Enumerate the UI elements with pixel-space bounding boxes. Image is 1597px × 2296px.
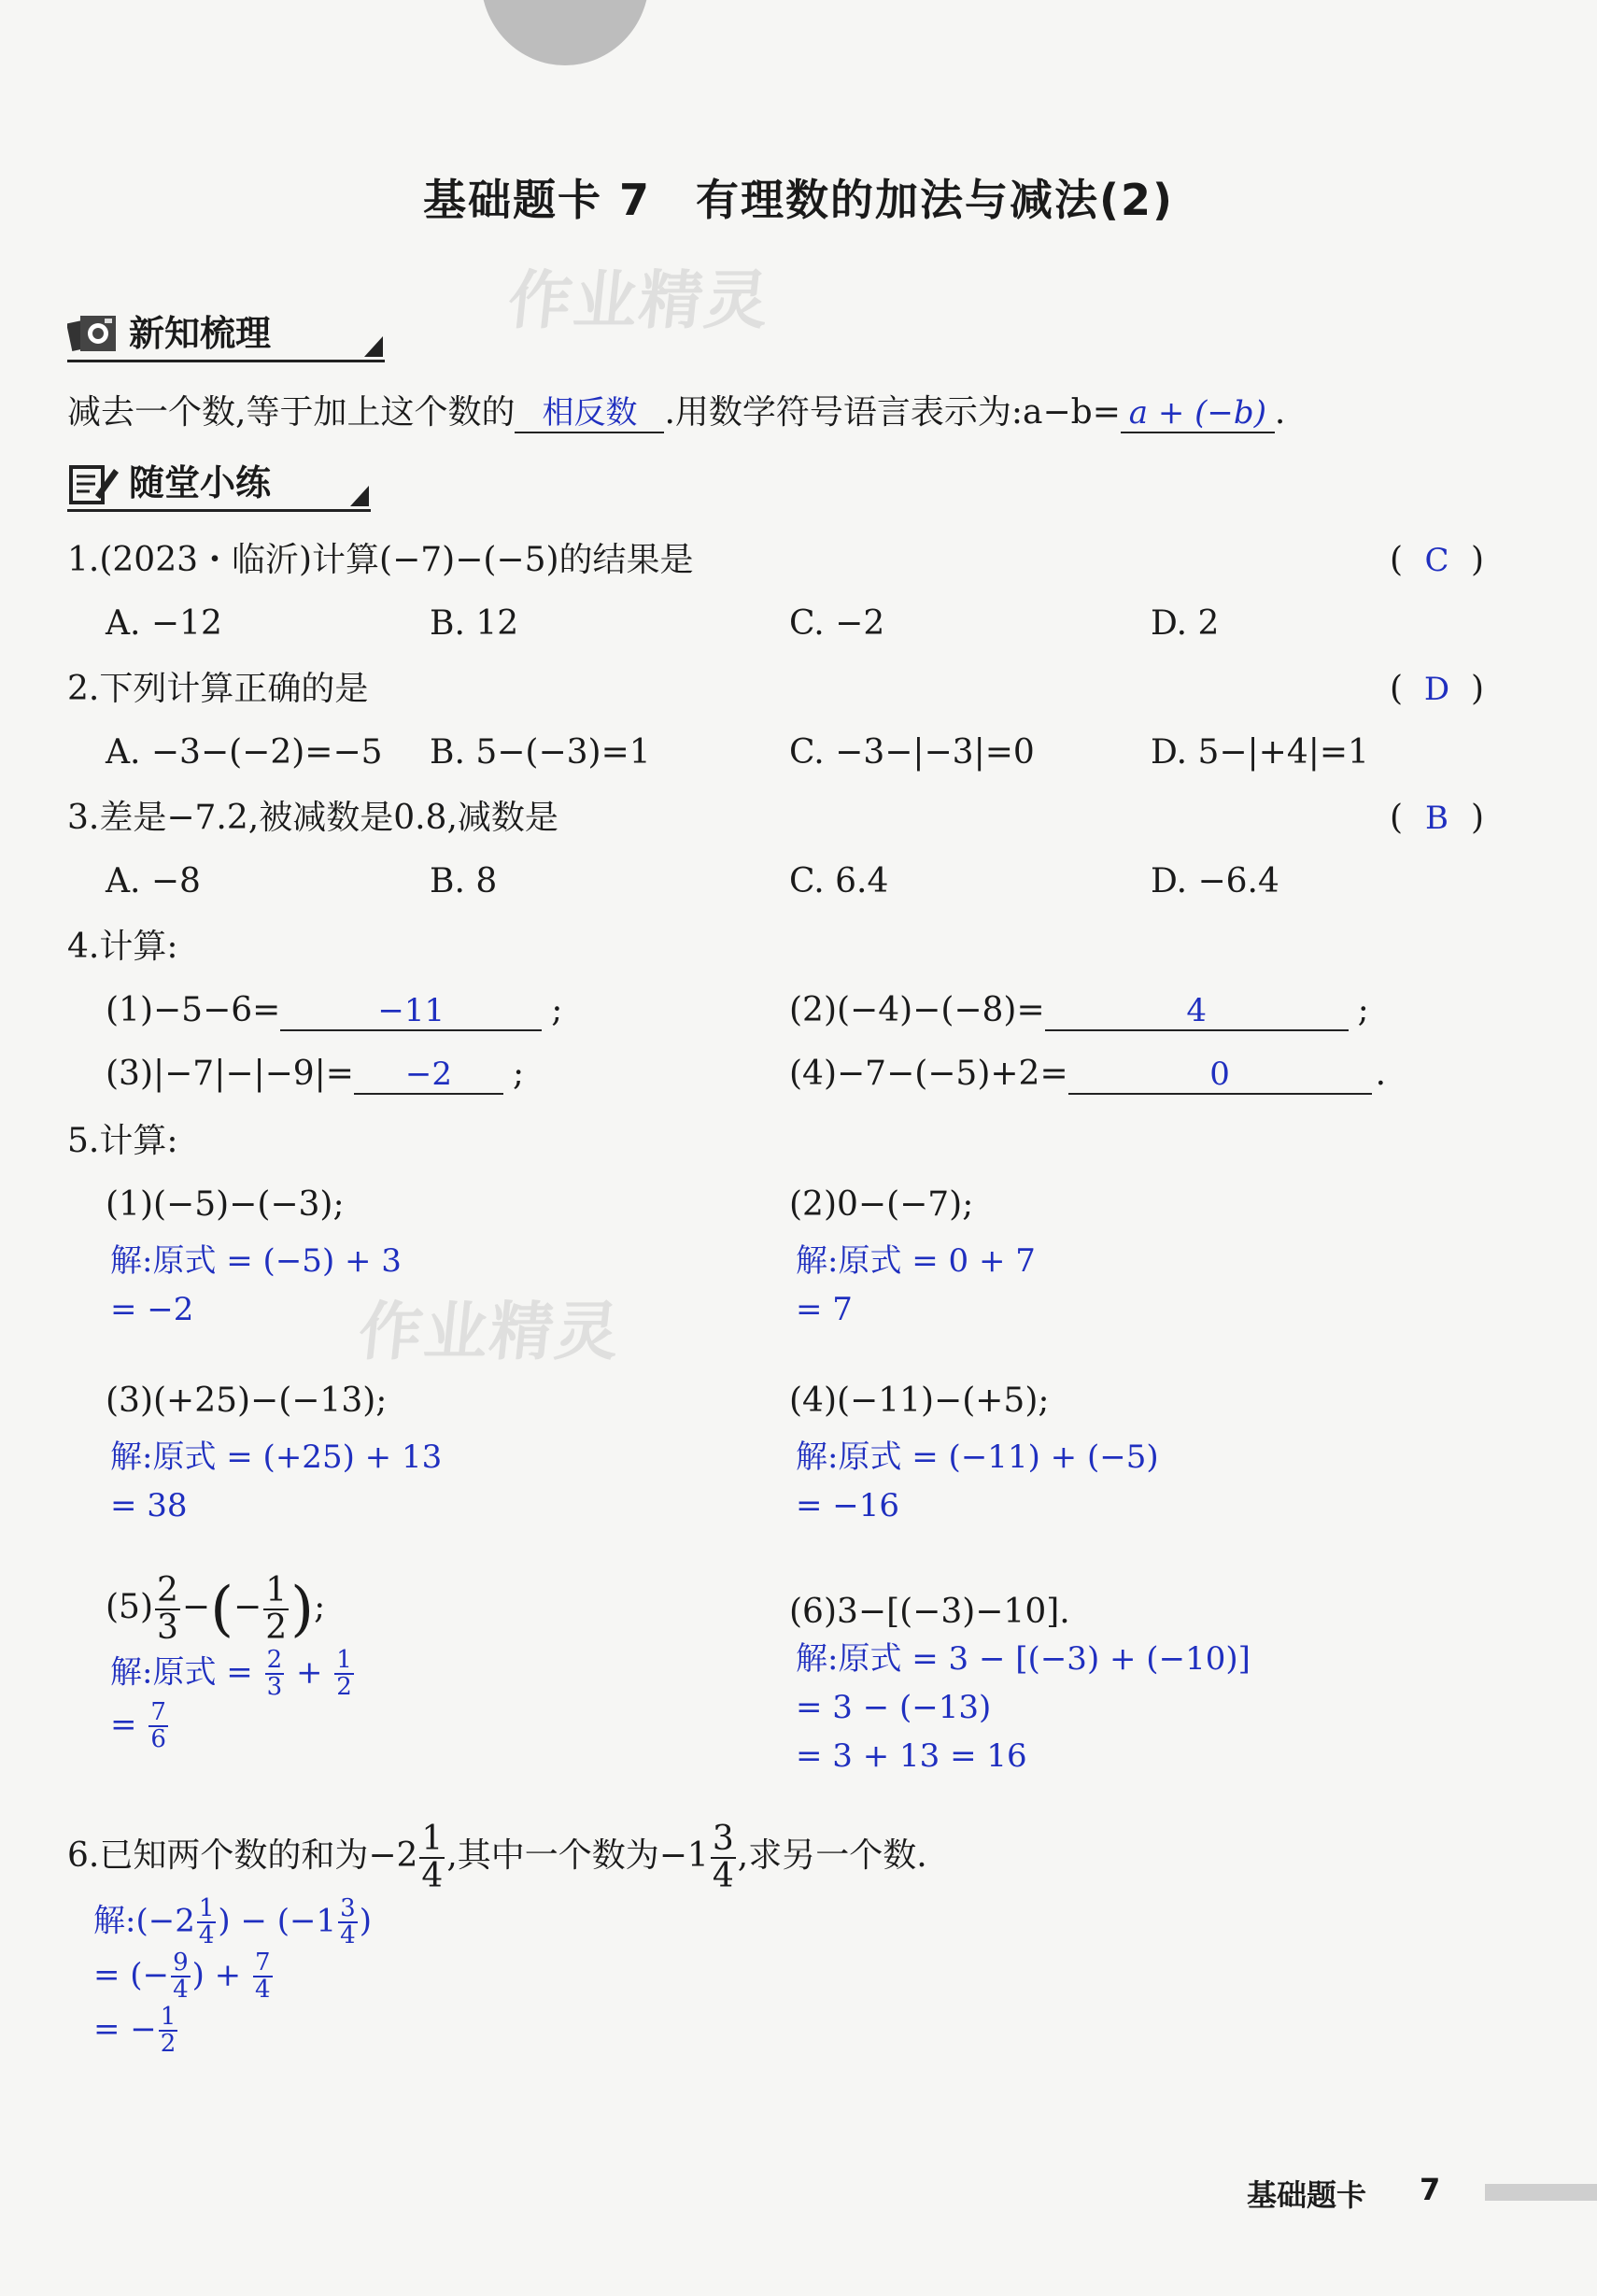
q1-option-c: C. −2 [789,604,885,643]
fraction: $\frac{1}{2}$ [336,1646,352,1702]
q5-part2-expr: (2)0−(−7); [789,1185,974,1224]
fraction: $\frac{3}{4}$ [340,1894,356,1950]
q5-part6-line2: = 3 − (−13) [796,1689,992,1726]
q3-answer-paren: ( B ) [1390,799,1484,837]
fraction: $\frac{7}{6}$ [150,1698,166,1754]
camera-icon [67,312,118,355]
watermark: 作业精灵 [355,1296,625,1369]
footer-label: 基础题卡 [1247,2177,1367,2213]
q6-stem: 6.已知两个数的和为−2 $\frac{1}{4}$ ,其中一个数为−1 $\frac{3}{4}$ ,求另一个数. [67,1820,927,1895]
q2-answer-paren: ( D ) [1390,670,1484,708]
q1-answer-paren: ( C ) [1390,541,1484,579]
q2-option-d: D. 5−|+4|=1 [1151,733,1369,772]
q2-answer: D [1423,671,1450,708]
fraction: $\frac{2}{3}$ [157,1571,178,1647]
fraction: $\frac{2}{3}$ [266,1646,283,1702]
section-practice [67,460,375,512]
page-title: 基础题卡 7 有理数的加法与减法(2) [422,175,1175,225]
q1-stem: 1.(2023・临沂)计算(−7)−(−5)的结果是 [67,541,694,579]
q4-item-2: (2)(−4)−(−8)= 4 ; [789,991,1369,1029]
q5-part6-expr: (6)3−[(−3)−10]. [789,1593,1070,1631]
q1-option-d: D. 2 [1151,604,1220,643]
q1-option-b: B. 12 [430,604,519,643]
fraction: $\frac{3}{4}$ [712,1820,734,1895]
q5-part5-line1: 解:原式 = $\frac{2}{3}$ + $\frac{1}{2}$ [110,1646,352,1702]
q2-stem: 2.下列计算正确的是 [67,670,369,708]
q3-option-a: A. −8 [106,862,201,900]
q5-part5-line2: = $\frac{7}{6}$ [110,1698,166,1754]
fraction: $\frac{1}{4}$ [421,1820,444,1895]
watermark: 作业精灵 [504,264,774,338]
q4-answer-3: −2 [354,1056,503,1095]
footer-bar [1485,2184,1597,2201]
q3-option-c: C. 6.4 [789,862,889,900]
q2-option-c: C. −3−|−3|=0 [789,733,1035,772]
q5-part2-line2: = 7 [796,1291,853,1328]
q5-stem: 5.计算: [67,1122,178,1160]
section-knowledge-label: 新知梳理 [129,313,272,354]
q1-option-a: A. −12 [106,604,222,643]
q6-solution-line2: = (− $\frac{9}{4}$ ) + $\frac{7}{4}$ [93,1949,271,2005]
q5-part4-line2: = −16 [796,1487,900,1524]
q4-stem: 4.计算: [67,928,178,966]
q4-answer-2: 4 [1045,992,1349,1031]
section-knowledge [67,310,385,362]
q3-stem: 3.差是−7.2,被减数是0.8,减数是 [67,799,558,837]
q6-solution-line1: 解:(−2 $\frac{1}{4}$ ) − (−1 $\frac{3}{4}$ ) [93,1894,372,1950]
q2-option-a: A. −3−(−2)=−5 [106,733,383,772]
fraction: $\frac{9}{4}$ [173,1949,189,2005]
q5-part3-line2: = 38 [110,1487,188,1524]
q5-part3-expr: (3)(+25)−(−13); [106,1382,388,1420]
q5-part4-line1: 解:原式 = (−11) + (−5) [796,1439,1159,1476]
q5-part1-line2: = −2 [110,1291,194,1328]
section-practice-label: 随堂小练 [129,462,272,503]
fraction: $\frac{1}{2}$ [160,2003,177,2059]
top-decoration [481,0,649,65]
q3-answer: B [1425,800,1449,837]
q4-answer-1: −11 [280,992,542,1031]
q1-answer: C [1424,542,1449,579]
q2-option-b: B. 5−(−3)=1 [430,733,651,772]
q3-option-d: D. −6.4 [1151,862,1279,900]
knowledge-blank-1: 相反数 [515,394,664,433]
q4-item-1: (1)−5−6= −11 ; [106,991,563,1029]
q5-part3-line1: 解:原式 = (+25) + 13 [110,1439,443,1476]
q5-part1-line1: 解:原式 = (−5) + 3 [110,1242,402,1280]
q6-solution-line3: = − $\frac{1}{2}$ [93,2003,177,2059]
knowledge-blank-2: a + (−b) [1121,394,1275,433]
q4-item-4: (4)−7−(−5)+2= 0 . [789,1055,1387,1093]
q5-part4-expr: (4)(−11)−(+5); [789,1382,1050,1420]
q5-part1-expr: (1)(−5)−(−3); [106,1185,345,1224]
fraction: $\frac{1}{4}$ [198,1894,215,1950]
q3-option-b: B. 8 [430,862,498,900]
q4-answer-4: 0 [1068,1056,1372,1095]
q5-part6-line3: = 3 + 13 = 16 [796,1737,1027,1775]
fraction: $\frac{7}{4}$ [254,1949,271,2005]
q5-part6-line1: 解:原式 = 3 − [(−3) + (−10)] [796,1640,1251,1678]
q5-part5-expr: (5) $\frac{2}{3}$ −(− $\frac{1}{2}$ ); [106,1571,326,1647]
fraction: $\frac{1}{2}$ [265,1571,288,1647]
page-number: 7 [1420,2172,1441,2207]
notebook-pencil-icon [67,461,118,504]
q5-part2-line1: 解:原式 = 0 + 7 [796,1242,1036,1280]
q4-item-3: (3)|−7|−|−9|= −2 ; [106,1055,525,1093]
knowledge-line: 减去一个数,等于加上这个数的 相反数 .用数学符号语言表示为:a−b= a + (−b) . [67,393,1286,432]
